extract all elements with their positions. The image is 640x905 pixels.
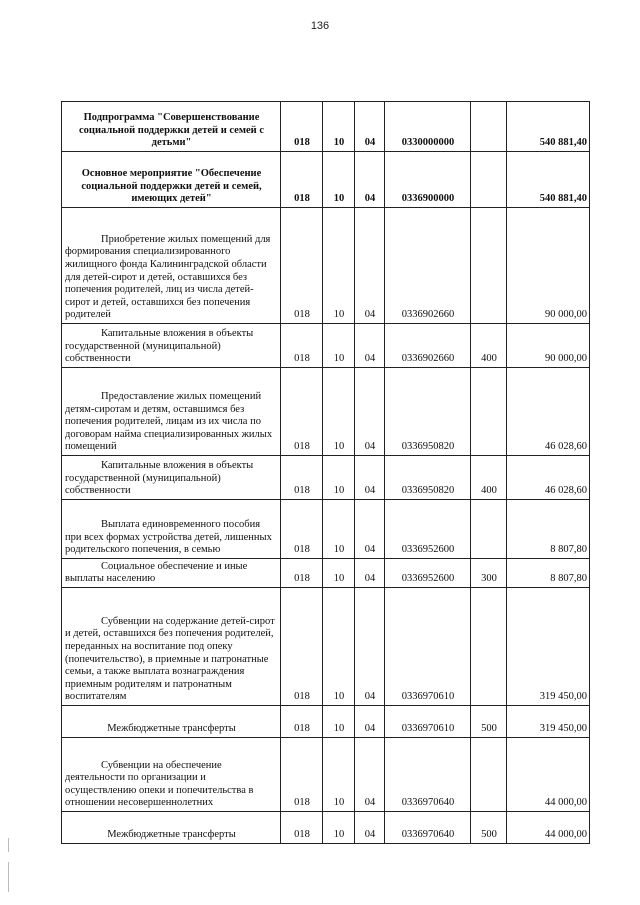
table-row [62, 500, 590, 559]
cell-target-article: 0336900000 [385, 152, 471, 208]
cell-name: Социальное обеспечение и иные выплаты населению [62, 559, 281, 588]
cell-target-article: 0336952600 [385, 500, 471, 559]
cell-expense-type: 500 [471, 706, 507, 738]
cell-grbs: 018 [281, 324, 323, 368]
cell-target-article: 0336902660 [385, 208, 471, 324]
cell-subsection: 04 [355, 500, 385, 559]
cell-subsection: 04 [355, 588, 385, 706]
cell-amount: 90 000,00 [507, 324, 590, 368]
table-row [62, 706, 590, 738]
cell-expense-type [471, 102, 507, 152]
cell-amount: 44 000,00 [507, 738, 590, 812]
cell-name: Межбюджетные трансферты [62, 812, 281, 844]
cell-grbs: 018 [281, 738, 323, 812]
cell-grbs: 018 [281, 559, 323, 588]
cell-grbs: 018 [281, 102, 323, 152]
cell-grbs: 018 [281, 812, 323, 844]
cell-target-article: 0336950820 [385, 368, 471, 456]
cell-expense-type [471, 152, 507, 208]
cell-amount: 540 881,40 [507, 152, 590, 208]
cell-subsection: 04 [355, 102, 385, 152]
cell-name: Предоставление жилых помещений детям-сиротам и детям, оставшимся без попечения родителей, лицам из их числа по договорам найма специализированных жилых помещений [62, 368, 281, 456]
table-row [62, 738, 590, 812]
left-margin-mark [8, 862, 9, 892]
left-margin-mark [8, 838, 9, 852]
cell-amount: 8 807,80 [507, 500, 590, 559]
cell-section: 10 [323, 456, 355, 500]
cell-target-article: 0336950820 [385, 456, 471, 500]
table-row [62, 102, 590, 152]
cell-amount: 319 450,00 [507, 706, 590, 738]
cell-section: 10 [323, 812, 355, 844]
cell-section: 10 [323, 324, 355, 368]
cell-expense-type: 500 [471, 812, 507, 844]
cell-name: Основное мероприятие "Обеспечение социальной поддержки детей и семей, имеющих детей" [62, 152, 281, 208]
cell-subsection: 04 [355, 559, 385, 588]
cell-section: 10 [323, 368, 355, 456]
budget-table [61, 101, 590, 844]
cell-subsection: 04 [355, 368, 385, 456]
cell-expense-type: 400 [471, 324, 507, 368]
table-body [62, 102, 590, 844]
page-number: 136 [310, 20, 330, 32]
cell-amount: 46 028,60 [507, 368, 590, 456]
cell-expense-type [471, 368, 507, 456]
table-row [62, 324, 590, 368]
table-row [62, 456, 590, 500]
cell-target-article: 0336970640 [385, 812, 471, 844]
cell-subsection: 04 [355, 812, 385, 844]
cell-target-article: 0336970640 [385, 738, 471, 812]
cell-name: Межбюджетные трансферты [62, 706, 281, 738]
cell-target-article: 0336970610 [385, 588, 471, 706]
cell-name: Капитальные вложения в объекты государственной (муниципальной) собственности [62, 324, 281, 368]
cell-section: 10 [323, 559, 355, 588]
cell-target-article: 0336970610 [385, 706, 471, 738]
cell-subsection: 04 [355, 324, 385, 368]
cell-grbs: 018 [281, 456, 323, 500]
cell-name: Подпрограмма "Совершенствование социальной поддержки детей и семей с детьми" [62, 102, 281, 152]
table-row [62, 588, 590, 706]
cell-subsection: 04 [355, 706, 385, 738]
cell-grbs: 018 [281, 208, 323, 324]
cell-target-article: 0336952600 [385, 559, 471, 588]
cell-section: 10 [323, 500, 355, 559]
cell-expense-type: 400 [471, 456, 507, 500]
cell-expense-type [471, 208, 507, 324]
cell-grbs: 018 [281, 368, 323, 456]
cell-amount: 319 450,00 [507, 588, 590, 706]
cell-section: 10 [323, 588, 355, 706]
cell-amount: 44 000,00 [507, 812, 590, 844]
cell-name: Приобретение жилых помещений для формирования специализированного жилищного фонда Калининградской области для детей-сирот и детей, оставшихся без попечения родителей, лиц из числа детей-сирот и детей, оставшихся без попечения родителей [62, 208, 281, 324]
cell-subsection: 04 [355, 208, 385, 324]
cell-amount: 90 000,00 [507, 208, 590, 324]
cell-subsection: 04 [355, 738, 385, 812]
cell-expense-type [471, 588, 507, 706]
cell-grbs: 018 [281, 588, 323, 706]
cell-subsection: 04 [355, 456, 385, 500]
cell-section: 10 [323, 738, 355, 812]
cell-section: 10 [323, 152, 355, 208]
cell-name: Капитальные вложения в объекты государственной (муниципальной) собственности [62, 456, 281, 500]
table-row [62, 559, 590, 588]
cell-expense-type [471, 738, 507, 812]
cell-expense-type: 300 [471, 559, 507, 588]
cell-grbs: 018 [281, 706, 323, 738]
cell-section: 10 [323, 208, 355, 324]
table-row [62, 368, 590, 456]
cell-name: Субвенции на содержание детей-сирот и детей, оставшихся без попечения родителей, переданных на воспитание под опеку (попечительство), в приемные и патронатные семьи, а также выплата вознаграждения приемным родителям и патронатным воспитателям [62, 588, 281, 706]
cell-target-article: 0330000000 [385, 102, 471, 152]
cell-section: 10 [323, 706, 355, 738]
cell-expense-type [471, 500, 507, 559]
cell-name: Субвенции на обеспечение деятельности по организации и осуществлению опеки и попечительства в отношении несовершеннолетних [62, 738, 281, 812]
cell-target-article: 0336902660 [385, 324, 471, 368]
cell-subsection: 04 [355, 152, 385, 208]
cell-grbs: 018 [281, 152, 323, 208]
cell-name: Выплата единовременного пособия при всех формах устройства детей, лишенных родительского попечения, в семью [62, 500, 281, 559]
cell-amount: 46 028,60 [507, 456, 590, 500]
cell-amount: 540 881,40 [507, 102, 590, 152]
table-row [62, 208, 590, 324]
cell-section: 10 [323, 102, 355, 152]
cell-amount: 8 807,80 [507, 559, 590, 588]
cell-grbs: 018 [281, 500, 323, 559]
table-row [62, 152, 590, 208]
table-row [62, 812, 590, 844]
